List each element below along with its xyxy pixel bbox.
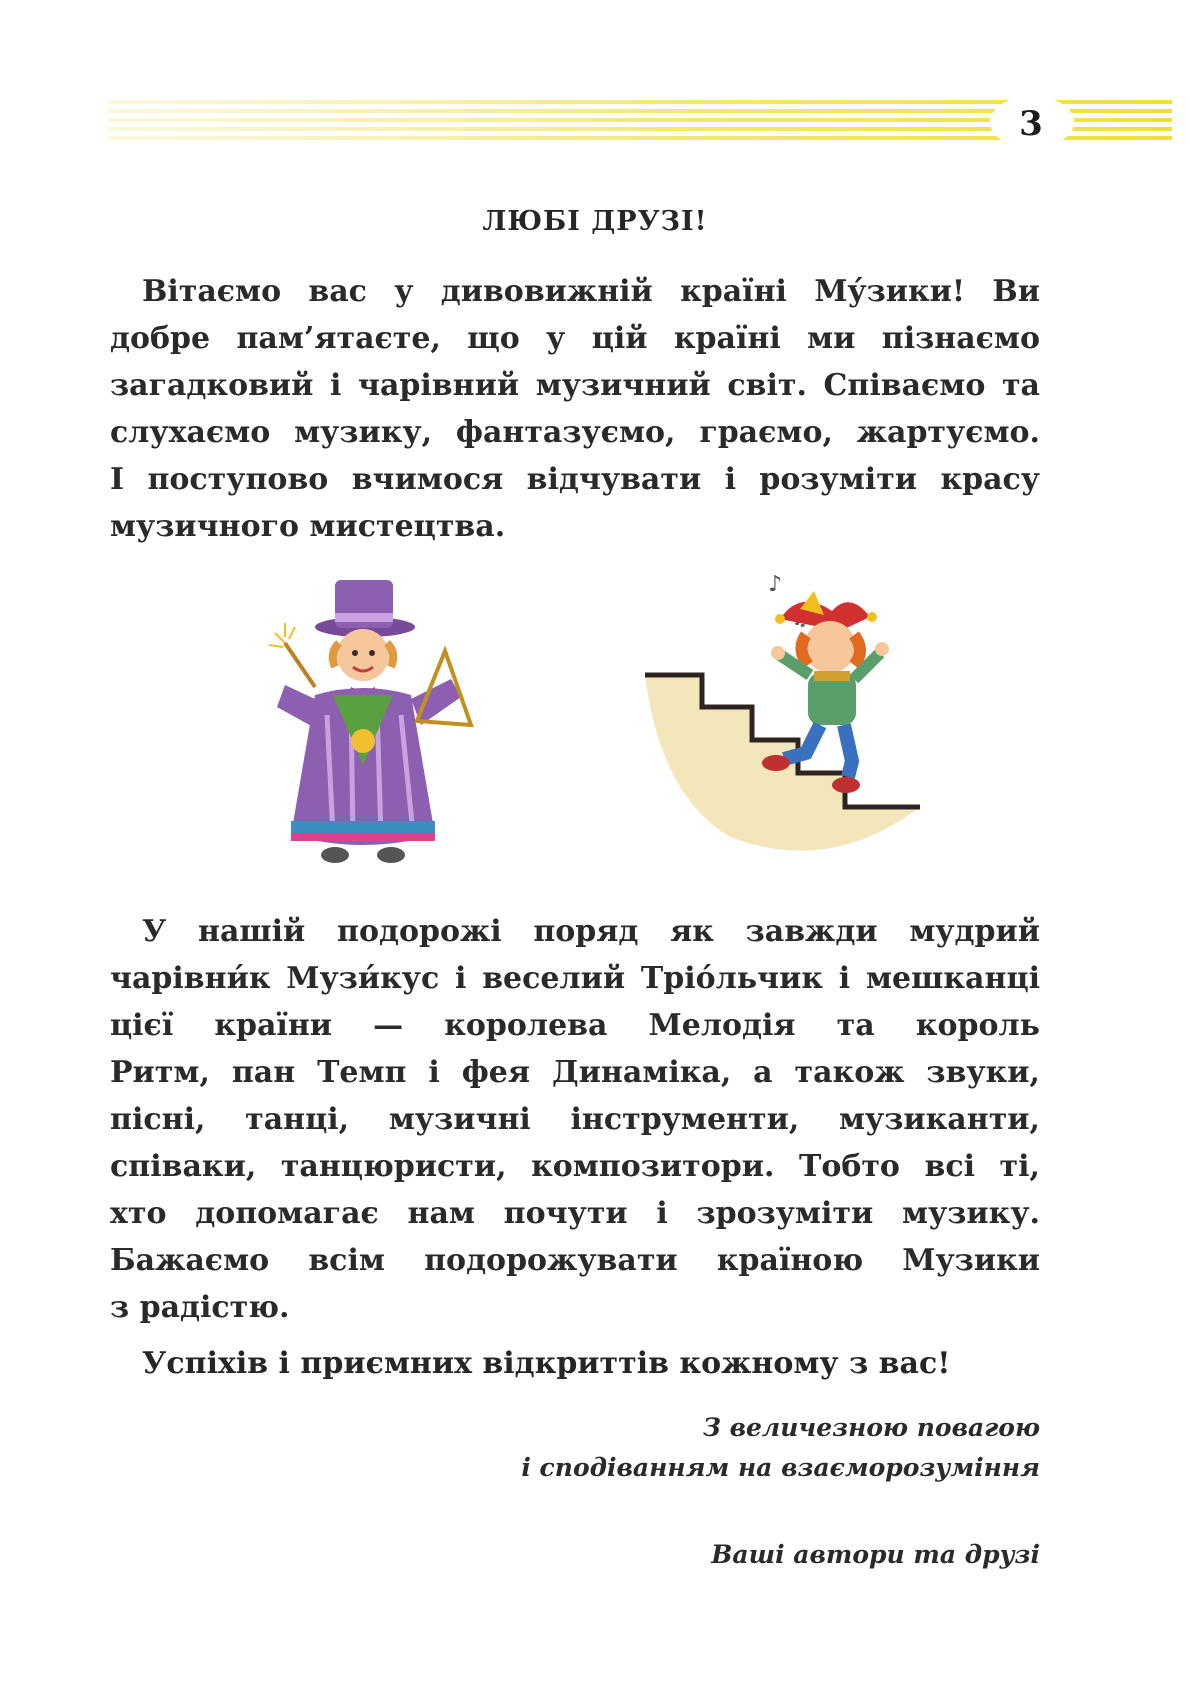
page-title: ЛЮБІ ДРУЗІ! bbox=[482, 206, 708, 237]
svg-text:♪: ♪ bbox=[768, 575, 783, 597]
authors-line: Ваші автори та друзі bbox=[711, 1540, 1040, 1569]
body-line: співаки, танцюристи, композитори. Тобто всі ті, bbox=[110, 1149, 1040, 1184]
intro-paragraph bbox=[110, 268, 1040, 550]
body-line: Бажаємо всім подорожувати країною Музики bbox=[110, 1243, 1040, 1278]
body-line: У нашій подорожі поряд як завжди мудрий bbox=[142, 914, 1040, 949]
body-paragraph bbox=[110, 908, 1040, 1331]
body-line: хто допомагає нам почути і зрозуміти музику. bbox=[110, 1196, 1040, 1231]
intro-line: добре пам’ятаєте, що у цій країні ми пізнаємо bbox=[110, 321, 1040, 356]
page-number: 3 bbox=[1019, 104, 1043, 144]
intro-line: І поступово вчимося відчувати і розуміти красу bbox=[110, 462, 1040, 497]
body-line: Ритм, пан Темп і фея Динаміка, а також звуки, bbox=[110, 1055, 1040, 1090]
signature-line: З величезною повагою bbox=[702, 1413, 1040, 1442]
intro-line: слухаємо музику, фантазуємо, граємо, жартуємо. bbox=[110, 415, 1040, 450]
signature-block bbox=[521, 1408, 1040, 1488]
intro-line: музичного мистецтва. bbox=[110, 509, 506, 544]
body-line: цієї країни — королева Мелодія та король bbox=[110, 1008, 1040, 1043]
intro-line: загадковий і чарівний музичний світ. Співаємо та bbox=[110, 368, 1040, 403]
wizard-musikus-illustration bbox=[255, 575, 515, 875]
wishes-line: Успіхів і приємних відкриттів кожному з вас! bbox=[142, 1346, 951, 1381]
intro-line: Вітаємо вас у дивовижній країні Му́зики! Ви bbox=[142, 274, 1040, 309]
body-line: з радістю. bbox=[110, 1290, 290, 1325]
jester-trioltchyk-on-stairs-illustration bbox=[640, 575, 930, 865]
signature-line: і сподіванням на взаєморозуміння bbox=[521, 1453, 1040, 1482]
body-line: чарівни́к Музи́кус і веселий Тріо́льчик і мешканці bbox=[110, 961, 1040, 996]
body-line: пісні, танці, музичні інструменти, музиканти, bbox=[110, 1102, 1040, 1137]
